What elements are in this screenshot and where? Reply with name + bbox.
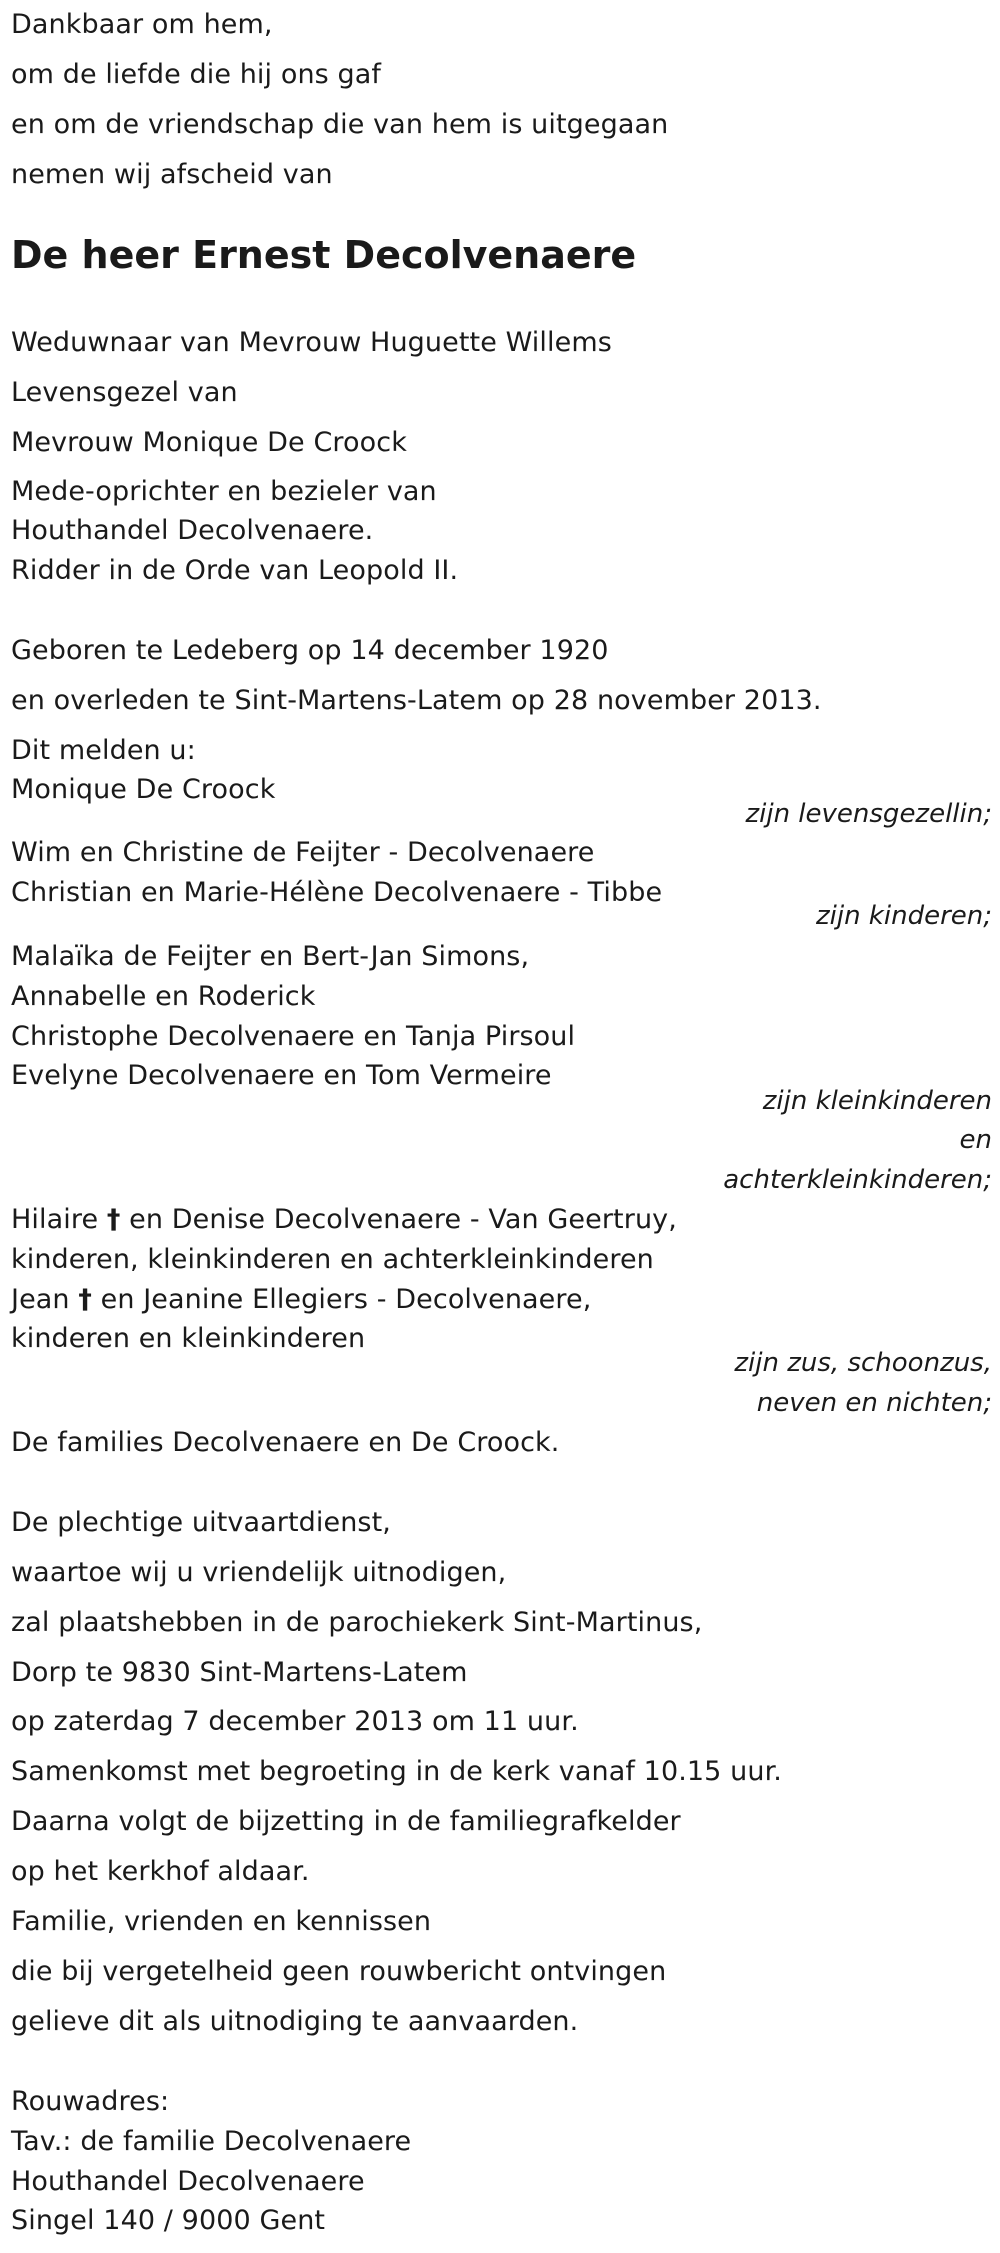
intro-line: nemen wij afscheid van bbox=[11, 159, 333, 190]
service-line: op zaterdag 7 december 2013 om 11 uur. bbox=[11, 1706, 579, 1737]
grandchildren-role: zijn kleinkinderen bbox=[762, 1086, 992, 1116]
mourner-sibling bbox=[11, 1203, 677, 1237]
mourner-sibling-family: kinderen, kleinkinderen en achterkleinkinderen bbox=[11, 1244, 654, 1275]
announce-label: Dit melden u: bbox=[11, 735, 196, 766]
mourner-grandchild: Evelyne Decolvenaere en Tom Vermeire bbox=[11, 1060, 552, 1091]
service-line: Familie, vrienden en kennissen bbox=[11, 1906, 432, 1937]
service-line: Dorp te 9830 Sint-Martens-Latem bbox=[11, 1657, 468, 1688]
partner-role: zijn levensgezellin; bbox=[745, 799, 992, 829]
bio-line: Mevrouw Monique De Croock bbox=[11, 427, 407, 458]
intro-line: en om de vriendschap die van hem is uitgegaan bbox=[11, 109, 669, 140]
siblings-role: neven en nichten; bbox=[756, 1388, 992, 1418]
siblings-role: zijn zus, schoonzus, bbox=[734, 1348, 992, 1378]
sibling-name: Jean bbox=[11, 1284, 70, 1315]
sibling-rest: en Jeanine Ellegiers - Decolvenaere, bbox=[100, 1284, 592, 1315]
grandchildren-role: en bbox=[959, 1125, 992, 1155]
mourner-grandchild: Christophe Decolvenaere en Tanja Pirsoul bbox=[11, 1021, 576, 1052]
service-line: gelieve dit als uitnodiging te aanvaarden. bbox=[11, 2006, 579, 2037]
mourner-partner: Monique De Croock bbox=[11, 774, 276, 805]
mourner-grandchild: Malaïka de Feijter en Bert-Jan Simons, bbox=[11, 941, 530, 972]
service-line: Samenkomst met begroeting in de kerk vanaf 10.15 uur. bbox=[11, 1756, 782, 1787]
mourner-sibling-family: kinderen en kleinkinderen bbox=[11, 1323, 366, 1354]
service-line: zal plaatshebben in de parochiekerk Sint-Martinus, bbox=[11, 1607, 703, 1638]
bio-line: Ridder in de Orde van Leopold II. bbox=[11, 555, 459, 586]
death-line: en overleden te Sint-Martens-Latem op 28 november 2013. bbox=[11, 685, 822, 716]
service-line: waartoe wij u vriendelijk uitnodigen, bbox=[11, 1557, 507, 1588]
cross-icon: † bbox=[106, 1204, 121, 1235]
children-role: zijn kinderen; bbox=[815, 901, 992, 931]
bio-line: Mede-oprichter en bezieler van bbox=[11, 476, 437, 507]
sibling-name: Hilaire bbox=[11, 1204, 99, 1235]
intro-line: om de liefde die hij ons gaf bbox=[11, 59, 381, 90]
mourner-child: Christian en Marie-Hélène Decolvenaere - Tibbe bbox=[11, 877, 663, 908]
cross-icon: † bbox=[78, 1284, 92, 1315]
mourner-sibling bbox=[11, 1283, 591, 1317]
address-line: Tav.: de familie Decolvenaere bbox=[11, 2126, 412, 2157]
address-line: Singel 140 / 9000 Gent bbox=[11, 2205, 326, 2236]
birth-line: Geboren te Ledeberg op 14 december 1920 bbox=[11, 635, 609, 666]
service-line: op het kerkhof aldaar. bbox=[11, 1856, 310, 1887]
service-line: Daarna volgt de bijzetting in de familiegrafkelder bbox=[11, 1806, 681, 1837]
deceased-name: De heer Ernest Decolvenaere bbox=[11, 233, 637, 277]
bio-line: Weduwnaar van Mevrouw Huguette Willems bbox=[11, 327, 612, 358]
service-line: die bij vergetelheid geen rouwbericht ontvingen bbox=[11, 1956, 667, 1987]
families-line: De families Decolvenaere en De Croock. bbox=[11, 1427, 560, 1458]
address-label: Rouwadres: bbox=[11, 2086, 170, 2117]
bio-line: Levensgezel van bbox=[11, 377, 238, 408]
intro-line: Dankbaar om hem, bbox=[11, 9, 273, 40]
address-line: Houthandel Decolvenaere bbox=[11, 2166, 365, 2197]
sibling-rest: en Denise Decolvenaere - Van Geertruy, bbox=[129, 1204, 677, 1235]
mourner-grandchild: Annabelle en Roderick bbox=[11, 981, 316, 1012]
bio-line: Houthandel Decolvenaere. bbox=[11, 515, 374, 546]
mourner-child: Wim en Christine de Feijter - Decolvenaere bbox=[11, 837, 595, 868]
service-line: De plechtige uitvaartdienst, bbox=[11, 1507, 391, 1538]
grandchildren-role: achterkleinkinderen; bbox=[723, 1165, 992, 1195]
